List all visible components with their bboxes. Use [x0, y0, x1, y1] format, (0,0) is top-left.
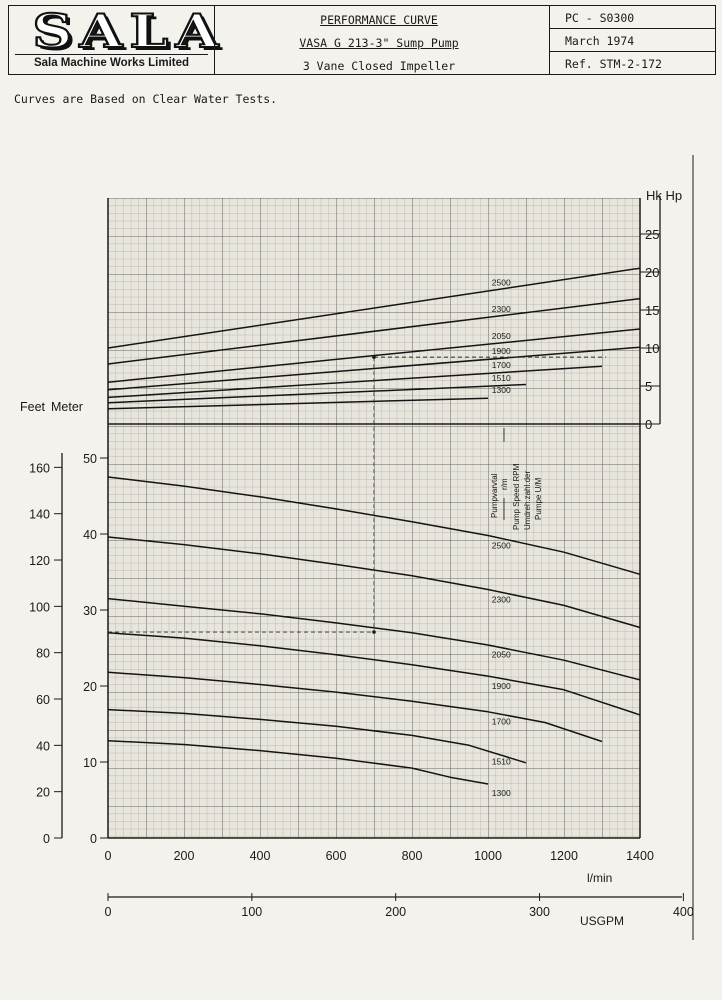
- meter-axis-tick-label: 30: [83, 604, 97, 618]
- document-title: PERFORMANCE CURVE: [320, 13, 438, 27]
- usgpm-axis-tick-label: 0: [104, 905, 112, 919]
- power-axis-tick-label: 5: [645, 379, 653, 394]
- power-curve-label: 2050: [491, 330, 511, 341]
- speed-legend-line: Umdreh.zahl.der: [523, 470, 532, 530]
- x-axis-tick-label: 1400: [626, 849, 654, 863]
- x-axis-tick-label: 0: [104, 849, 112, 863]
- head-curve-label: 1510: [491, 756, 511, 767]
- power-axis-tick-label: 20: [645, 265, 660, 280]
- meter-axis-tick-label: 50: [83, 452, 97, 466]
- head-curve-label: 2500: [491, 540, 511, 551]
- major-grid: [108, 198, 640, 838]
- x-axis-tick-label: 400: [249, 849, 271, 863]
- usgpm-axis-tick-label: 100: [241, 905, 263, 919]
- power-axis-label: Hk Hp: [646, 188, 683, 203]
- head-reference-point: [372, 630, 376, 634]
- x-axis-tick-label: 1200: [550, 849, 578, 863]
- power-curve-label: 2300: [491, 303, 511, 314]
- meter-axis-tick-label: 20: [83, 680, 97, 694]
- feet-axis-tick-label: 120: [29, 554, 50, 569]
- document-number: PC - S0300: [565, 11, 635, 25]
- usgpm-axis-tick-label: 400: [672, 905, 694, 919]
- feet-axis-tick-label: 140: [29, 507, 50, 522]
- power-curve-label: 1300: [491, 385, 511, 396]
- usgpm-axis-tick-label: 200: [385, 905, 407, 919]
- feet-axis-tick-label: 100: [29, 600, 50, 615]
- x-axis-tick-label: 800: [401, 849, 423, 863]
- head-curve-label: 1900: [491, 680, 511, 691]
- document-date: March 1974: [565, 34, 635, 48]
- power-axis-tick-label: 25: [645, 227, 660, 242]
- speed-legend-line: r/m: [500, 478, 509, 490]
- x-axis-tick-label: 200: [173, 849, 195, 863]
- logo-wordmark: SALA: [32, 4, 226, 58]
- speed-legend-line: Pumpe U/M: [534, 477, 543, 520]
- company-name: Sala Machine Works Limited: [33, 57, 190, 69]
- head-curve-label: 2300: [491, 594, 511, 605]
- power-curve-label: 2500: [491, 277, 511, 288]
- power-curve-label: 1700: [491, 360, 511, 371]
- meter-axis-tick-label: 10: [83, 756, 97, 770]
- x-axis-tick-label: 600: [325, 849, 347, 863]
- head-curve-label: 2050: [491, 649, 511, 660]
- feet-axis-tick-label: 60: [36, 693, 50, 708]
- usgpm-axis-tick-label: 300: [529, 905, 550, 919]
- x-unit-label: l/min: [587, 871, 613, 885]
- x-axis-tick-label: 1000: [474, 849, 502, 863]
- head-curve-label: 1300: [491, 788, 511, 799]
- y-units-label: Feet Meter: [20, 400, 83, 414]
- meter-axis-tick-label: 40: [83, 528, 97, 542]
- impeller-type: 3 Vane Closed Impeller: [302, 59, 456, 73]
- feet-axis-tick-label: 160: [29, 461, 50, 476]
- power-reference-point: [372, 355, 376, 359]
- speed-legend-line: Pumpvarvtal: [490, 473, 499, 518]
- power-axis-tick-label: 0: [645, 417, 653, 432]
- test-note: Curves are Based on Clear Water Tests.: [14, 92, 278, 106]
- feet-axis-tick-label: 40: [36, 739, 50, 754]
- power-curve-label: 1900: [491, 346, 511, 357]
- feet-axis-tick-label: 0: [43, 832, 50, 846]
- head-curve-label: 1700: [491, 716, 511, 727]
- power-curve-label: 1510: [491, 372, 511, 383]
- speed-legend-line: Pump Speed RPM: [512, 463, 521, 530]
- pump-model: VASA G 213-3" Sump Pump: [299, 36, 459, 50]
- power-axis-tick-label: 10: [645, 341, 660, 356]
- power-axis-tick-label: 15: [645, 303, 660, 318]
- usgpm-label: USGPM: [580, 914, 625, 928]
- document-reference: Ref. STM-2-172: [565, 57, 662, 71]
- feet-axis-tick-label: 20: [36, 785, 50, 800]
- meter-axis-tick-label: 0: [90, 832, 97, 846]
- feet-axis-tick-label: 80: [36, 646, 50, 661]
